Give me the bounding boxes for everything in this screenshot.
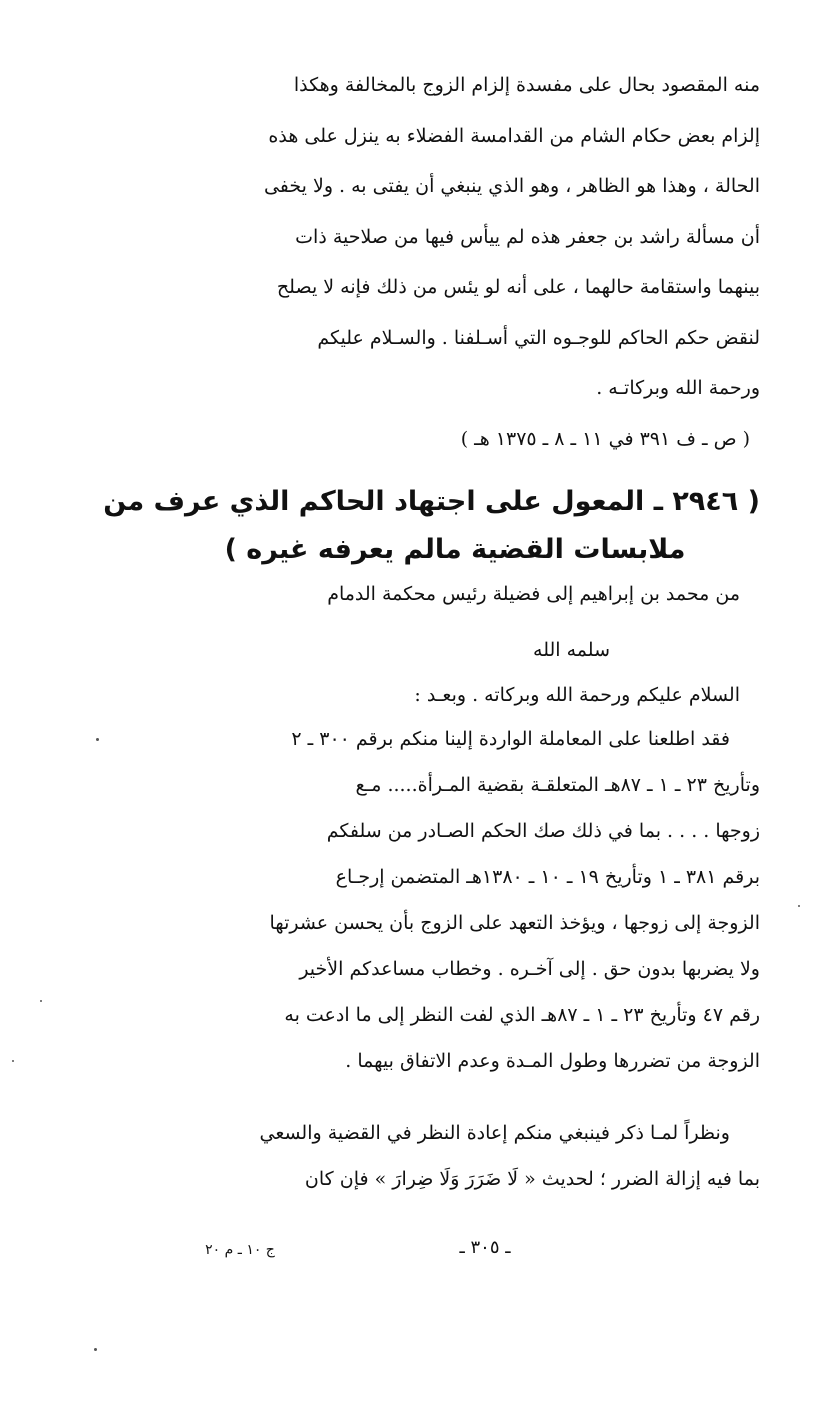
scan-speck [40,1000,42,1002]
blessing-line: سلمه الله [533,639,610,661]
text-line: منه المقصود بحال على مفسدة إلزام الزوج بالمخالفة وهكذا [293,74,760,96]
text-line: فقد اطلعنا على المعاملة الواردة إلينا منكم برقم ٣٠٠ ـ ٢ [291,728,730,750]
text-line: الحالة ، وهذا هو الظاهر ، وهو الذي ينبغي أن يفتى به . ولا يخفى [263,175,760,197]
text-line: الزوجة إلى زوجها ، ويؤخذ التعهد على الزوج بأن يحسن عشرتها [269,912,760,934]
text-line: زوجها . . . . بما في ذلك صك الحكم الصـادر من سلفكم [326,820,760,842]
text-line: ونظراً لمـا ذكر فينبغي منكم إعادة النظر في القضية والسعي [259,1122,730,1144]
text-line: أن مسألة راشد بن جعفر هذه لم ييأس فيها من صلاحية ذات [295,225,760,248]
page-number: ـ ٣٠٥ ـ [459,1237,511,1258]
text-line: ورحمة الله وبركاتـه . [596,377,760,399]
text-line: رقم ٤٧ وتأريخ ٢٣ ـ ١ ـ ٨٧هـ الذي لفت النظر إلى ما ادعت به [284,1004,760,1026]
scan-speck [96,738,99,741]
scan-speck [94,1348,97,1351]
body-paragraph-continued [160,1110,760,1202]
text-line: بينهما واستقامة حالهما ، على أنه لو يئس من ذلك فإنه لا يصلح [276,276,760,298]
reference-citation: ( ص ـ ف ٣٩١ في ١١ ـ ٨ ـ ١٣٧٥ هـ ) [460,428,750,450]
text-line: برقم ٣٨١ ـ ١ وتأريخ ١٩ ـ ١٠ ـ ١٣٨٠هـ المتضمن إرجـاع [335,866,760,888]
section-heading [103,478,760,574]
text-line: الزوجة من تضررها وطول المـدة وعدم الاتفاق بيهما . [345,1050,760,1072]
text-line: ولا يضربها بدون حق . إلى آخـره . وخطاب مساعدكم الأخير [299,958,760,980]
scan-speck [12,1060,14,1062]
greeting-line: السلام عليكم ورحمة الله وبركاته . وبعـد : [414,684,740,706]
text-line: لنقض حكم الحاكم للوجـوه التي أسـلفنا . والسـلام عليكم [317,326,760,349]
body-paragraph [160,716,760,1084]
text-line: إلزام بعض حكام الشام من القدامسة الفضلاء به ينزل على هذه [268,124,760,147]
text-line: وتأريخ ٢٣ ـ ١ ـ ٨٧هـ المتعلقـة بقضية المـرأة..... مـع [355,774,760,796]
heading-line: ( ٢٩٤٦ ـ المعول على اجتهاد الحاكم الذي عرف من [103,486,760,517]
scan-speck [798,905,800,907]
sender-line: من محمد بن إبراهيم إلى فضيلة رئيس محكمة الدمام [327,583,740,605]
signature-mark: ج ١٠ ـ م ٢٠ [205,1242,275,1258]
text-line: بما فيه إزالة الضرر ؛ لحديث « لَا ضَرَرَ وَلَا ضِرارَ » فإن كان [304,1168,760,1190]
heading-line: ملابسات القضية مالم يعرفه غيره ) [224,534,686,565]
intro-paragraph [155,60,760,414]
